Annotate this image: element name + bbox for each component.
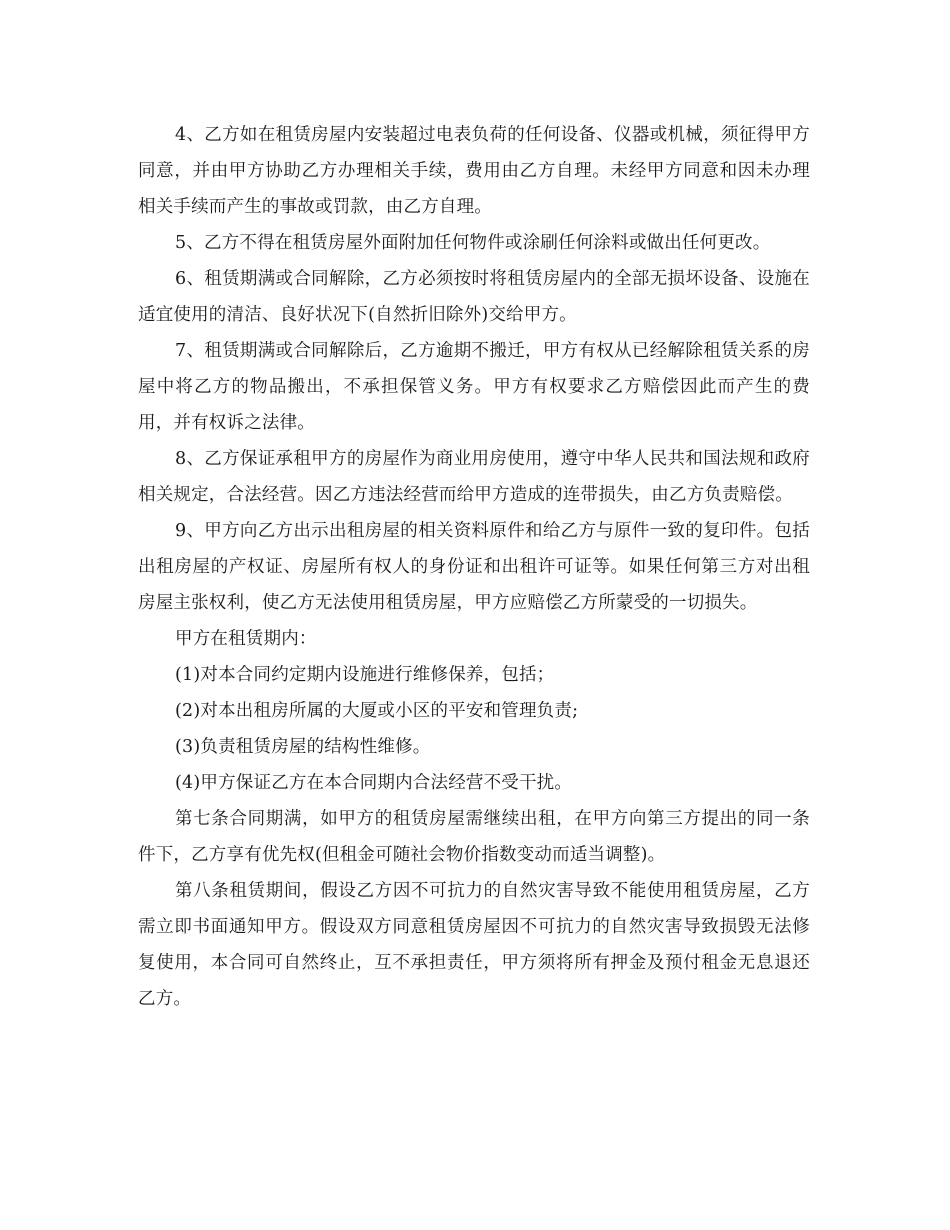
paragraph-clause-4: 4、乙方如在租赁房屋内安装超过电表负荷的任何设备、仪器或机械，须征得甲方同意，并由甲方协助乙方办理相关手续，费用由乙方自理。未经甲方同意和因未办理相关手续而产生的事故或罚款，由乙方自理。 — [138, 125, 810, 217]
paragraph-article-7: 第七条合同期满，如甲方的租赁房屋需继续出租，在甲方向第三方提出的同一条件下，乙方享有优先权(但租金可随社会物价指数变动而适当调整)。 — [138, 809, 810, 865]
paragraph-clause-9: 9、甲方向乙方出示出租房屋的相关资料原件和给乙方与原件一致的复印件。包括出租房屋的产权证、房屋所有权人的身份证和出租许可证等。如果任何第三方对出租房屋主张权利，使乙方无法使用租赁房屋，甲方应赔偿乙方所蒙受的一切损失。 — [138, 521, 810, 613]
document-body — [138, 117, 810, 1017]
paragraph-clause-8: 8、乙方保证承租甲方的房屋作为商业用房使用，遵守中华人民共和国法规和政府相关规定，合法经营。因乙方违法经营而给甲方造成的连带损失，由乙方负责赔偿。 — [138, 449, 810, 505]
list-item-4: (4)甲方保证乙方在本合同期内合法经营不受干扰。 — [175, 773, 573, 793]
paragraph-clause-6: 6、租赁期满或合同解除，乙方必须按时将租赁房屋内的全部无损坏设备、设施在适宜使用的清洁、良好状况下(自然折旧除外)交给甲方。 — [138, 269, 810, 325]
paragraph-article-8: 第八条租赁期间，假设乙方因不可抗力的自然灾害导致不能使用租赁房屋，乙方需立即书面通知甲方。假设双方同意租赁房屋因不可抗力的自然灾害导致损毁无法修复使用，本合同可自然终止，互不承担责任，甲方须将所有押金及预付租金无息退还乙方。 — [138, 881, 810, 1009]
list-item-2: (2)对本出租房所属的大厦或小区的平安和管理负责; — [175, 701, 579, 721]
paragraph-party-a-heading: 甲方在租赁期内： — [175, 629, 317, 649]
paragraph-clause-7: 7、租赁期满或合同解除后，乙方逾期不搬迁，甲方有权从已经解除租赁关系的房屋中将乙方的物品搬出，不承担保管义务。甲方有权要求乙方赔偿因此而产生的费用，并有权诉之法律。 — [138, 341, 810, 433]
list-item-3: (3)负责租赁房屋的结构性维修。 — [175, 737, 431, 757]
paragraph-clause-5: 5、乙方不得在租赁房屋外面附加任何物件或涂刷任何涂料或做出任何更改。 — [175, 233, 771, 253]
list-item-1: (1)对本合同约定期内设施进行维修保养，包括； — [175, 665, 555, 685]
